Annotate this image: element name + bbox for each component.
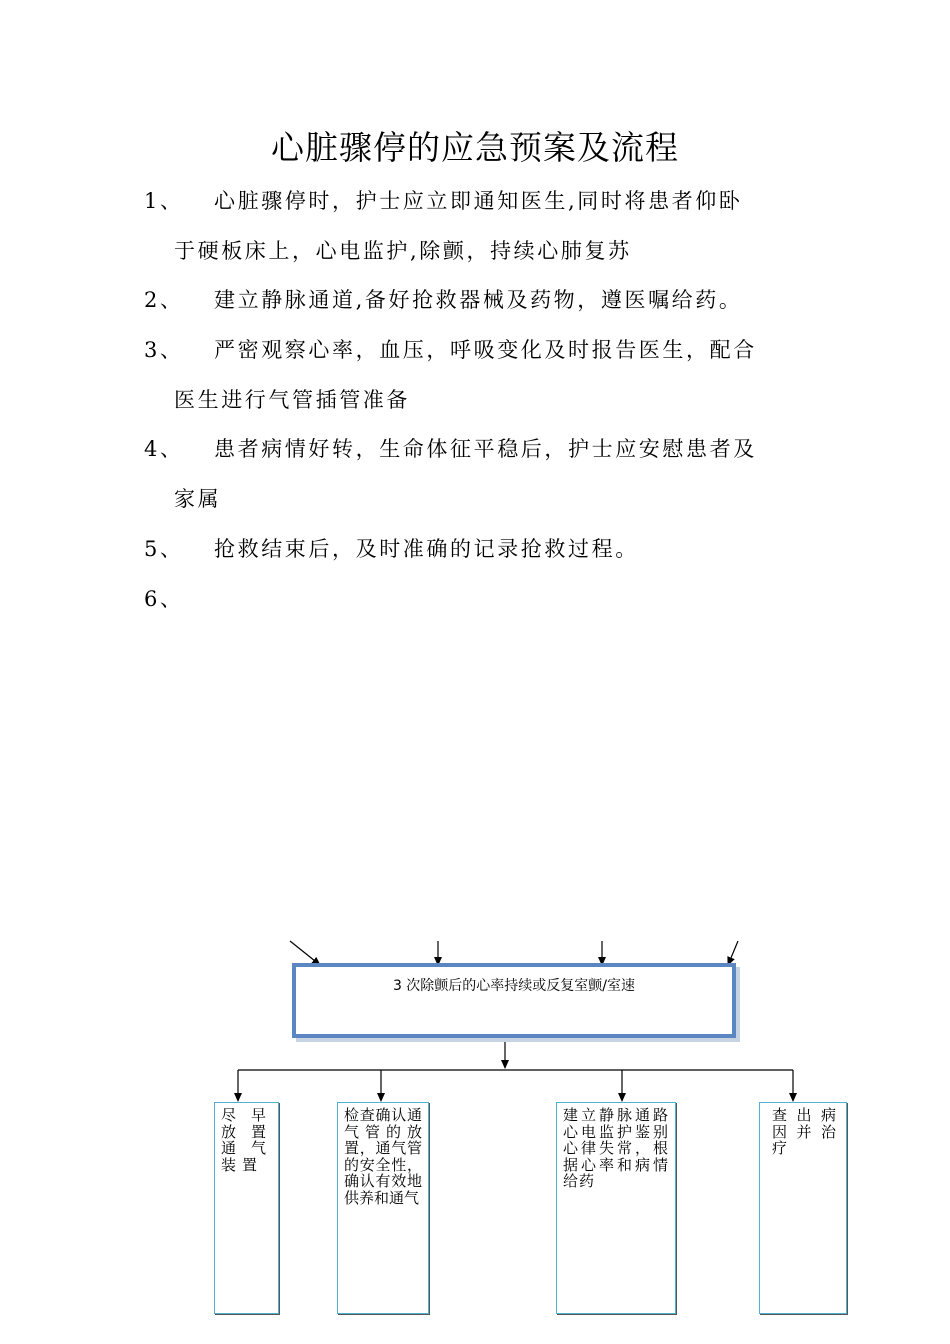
list-item [144, 275, 814, 325]
item-text: 心脏骤停时，护士应立即通知医生,同时将患者仰卧 [214, 189, 743, 213]
flowchart-box-find-cause: 查出病因并治疗 [759, 1102, 847, 1314]
item-number: 3、 [144, 338, 184, 362]
item-number: 2、 [144, 288, 184, 312]
item-text-continued: 于硬板床上，心电监护,除颤，持续心肺复苏 [174, 239, 632, 263]
arrow-in-1 [290, 941, 320, 965]
arrow-in-4 [728, 941, 738, 965]
item-number: 1、 [144, 189, 184, 213]
item-text-continued: 家属 [174, 487, 222, 511]
page-title: 心脏骤停的应急预案及流程 [271, 128, 679, 167]
item-text-continued: 医生进行气管插管准备 [174, 388, 410, 412]
item-text: 抢救结束后，及时准确的记录抢救过程。 [214, 537, 639, 561]
flowchart-box-check-tube: 检查确认通气管的放置，通气管的安全性，确认有效地供养和通气 [337, 1102, 429, 1314]
item-text: 建立静脉通道,备好抢救器械及药物，遵医嘱给药。 [214, 288, 743, 312]
list-item [144, 424, 814, 524]
flowchart-main-box: 3 次除颤后的心率持续或反复室颤/室速 [292, 963, 736, 1038]
item-number: 5、 [144, 537, 184, 561]
item-number: 4、 [144, 437, 184, 461]
item-text: 患者病情好转，生命体征平稳后，护士应安慰患者及 [214, 437, 757, 461]
flowchart-box-airway: 尽早放置通气装置 [214, 1102, 279, 1314]
item-number: 6、 [144, 587, 184, 611]
list-item [144, 524, 814, 574]
flowchart-box-iv-access: 建立静脉通路心电监护鉴别心律失常，根据心率和病情给药 [556, 1102, 676, 1314]
list-item [144, 325, 814, 425]
item-text: 严密观察心率，血压，呼吸变化及时报告医生，配合 [214, 338, 757, 362]
list-item [144, 176, 814, 276]
